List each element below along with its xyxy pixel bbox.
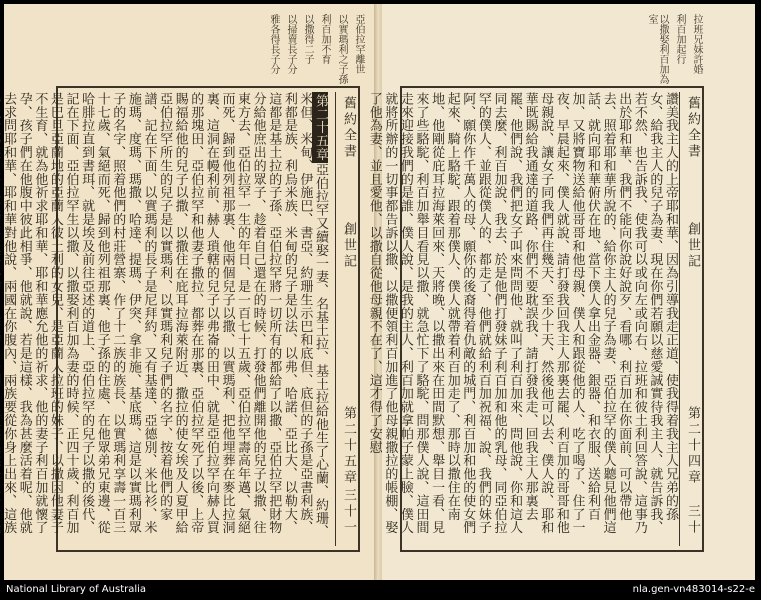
- left-running-header: [335, 92, 358, 546]
- margin-note: 以撒娶利百加為室: [646, 14, 668, 84]
- right-text: 讚美我主人的上帝耶和華、因為引導我走正道、使我得着我主人兄弟的孫女、給我主人的兒子為妻、現在你們若願以慈愛誠實待我主人、就告訴我、若不然、也告訴我、使我可以或向左或向右、拉班和彼土利回答說、這事乃出於耶和華、我們不能向你說好說歹、看哪、利百加在你面前、可以帶他去、照着耶和華所說的、給你主人的兒子為妻、亞伯拉罕的僕人聽見他們這話、就向耶和華俯伏在地、當下僕人拿出金器、銀器、和衣服、送給利百加、又將寶物送給他哥哥和他母親、僕人和跟從他的人、吃了喝了、住了一夜、早晨起來、僕人就說、請打發我回我主人那裏去罷、利百加的哥哥和他母親說、讓女子同我們再住幾天、至少十天、然後他可以去、僕人說、耶和華既賜給我通達的道路、你們不要耽誤我、請打發我走、回我主人那裏去罷、他們說、我們把女子叫來問問他、就叫了利百加來、問他說、你和這人同去麼、利百加說、我去、於是他們打發妹子利百加和他的乳母、同亞伯拉罕的僕人、並跟從僕人的、都走了、他們就給利百加祝福、說、我們的妹子阿、願你作千萬人的母、願你的後裔得着仇敵的城門、利百加和他的使女們起來、騎上駱駝、跟着那僕人、僕人就帶着利百加走了、那時以撒住在南地、他剛從庇耳拉海萊回來、天將晚、以撒出來在田間默想、舉目一看、見來了些駱駝、利百加舉目看見以撒、就急忙下了駱駝、問那僕人說、這田間走來迎接我們的是誰、僕人說、是我的主人、利百加就拿帕子蒙上臉、僕人就將所辦的一切事都告訴以撒、以撒便領利百加進了他母親撒拉的帳棚、娶了他為妻、並且愛他、以撒自從他母親不在了、這才得了安慰: [366, 92, 678, 535]
- chapter-heading: 第二十五章: [313, 94, 328, 161]
- margin-note: 拉班兄妹許婚: [691, 14, 702, 74]
- margin-note: 亞伯拉罕離世: [353, 14, 364, 74]
- margin-note: 以撒得二子: [302, 14, 313, 64]
- book-title: 舊約全書: [341, 96, 356, 160]
- footer-identifier: nla.gen-vn483014-s22-e: [632, 584, 755, 595]
- book-part: 創世記: [341, 222, 356, 270]
- page-number: 三十: [685, 504, 700, 536]
- right-margin-notes: [462, 14, 702, 84]
- book-title: 舊約全書: [685, 96, 700, 160]
- chapter-label: 第二十五章: [341, 406, 356, 486]
- left-body-text: [1, 92, 328, 546]
- margin-note: 利百加起行: [674, 14, 685, 64]
- page-number: 三十一: [341, 488, 356, 536]
- margin-note: 雅各得長子分: [268, 14, 279, 74]
- margin-note: 利百加不育: [319, 14, 330, 64]
- chapter-label: 第二十四章: [685, 406, 700, 486]
- margin-note: 以實瑪利之子孫: [336, 14, 347, 84]
- book-part: 創世記: [685, 222, 700, 270]
- right-running-header: [679, 92, 702, 546]
- footer-source: National Library of Australia: [6, 584, 147, 595]
- left-text-frame: [1, 86, 360, 552]
- right-page: [366, 4, 755, 580]
- margin-note: 以掃賣長子分: [285, 14, 296, 74]
- right-text-frame: [366, 86, 704, 552]
- left-text: 亞伯拉罕又續娶一妻、名基土拉、基土拉給他生了心蘭、約珊、米但、米甸、伊施巴、書亞、約珊生示巴和底但、底但的子孫是亞書利族、利都是族、利烏米族、米甸的兒子是以法、以弗、哈諾、亞比大、以勒大、這都是基土拉的子孫、亞伯拉罕將一切所有的都給了以撒、亞伯拉罕把財物分給他庶出的眾子、趁着自己還在的時候、打發他們離開他的兒子以撒、往東方去、亞伯拉罕一生的年日、是一百七十五歲、亞伯拉罕壽高年邁、氣絕而死、歸到他列祖那裏、他兩個兒子以撒、以實瑪利、把他埋葬在麥比拉洞裏、這洞在幔利前、赫人瑣轄的兒子以弗崙的田中、就是亞伯拉罕向赫人買的那塊田、亞伯拉罕和他妻子撒拉、都葬在那裏、亞伯拉罕死了以後、上帝賜福給他的兒子以撒、以撒住在庇耳拉海萊附近、撒拉的使女埃及人夏甲給亞伯拉罕所生的兒子是以實瑪利、以實瑪利兒子們的名字、按着他們的家譜、記在下面、以實瑪利的長子是尼拜約、又有基達、亞德別、米比衫、米施瑪、度瑪、瑪撒、哈達、提瑪、伊突、拿非施、基底瑪、這是以實瑪利眾子的名字、照着他們的村莊營寨、作了十二族的族長、以實瑪利享壽一百三十七歲、氣絕而死、歸到他列祖那裏、他子孫的住處、在他眾弟兄東邊、從哈腓拉直到書珥、就是埃及前往亞述的道上、亞伯拉罕的兒子以撒的後代、記在下面、亞伯拉罕生以撒、以撒娶利百加為妻的時候、正四十歲、利百加是巴旦亞蘭地的亞蘭人彼土利的女兒、是亞蘭人拉班的妹子、以撒因他妻子不生育、就為他祈求耶和華、耶和華應允他的祈求、他的妻子利百加就懷了孕、孩子們在他腹中彼此相爭、他就說、若是這樣、我為甚麼活着呢、他就去求問耶和華、耶和華對他說、兩國在你腹內、兩族要從你身上出來、這族: [1, 92, 328, 539]
- archive-footer: [0, 580, 761, 600]
- left-margin-notes: [64, 14, 364, 84]
- left-page: [1, 4, 376, 580]
- right-body-text: [366, 92, 678, 546]
